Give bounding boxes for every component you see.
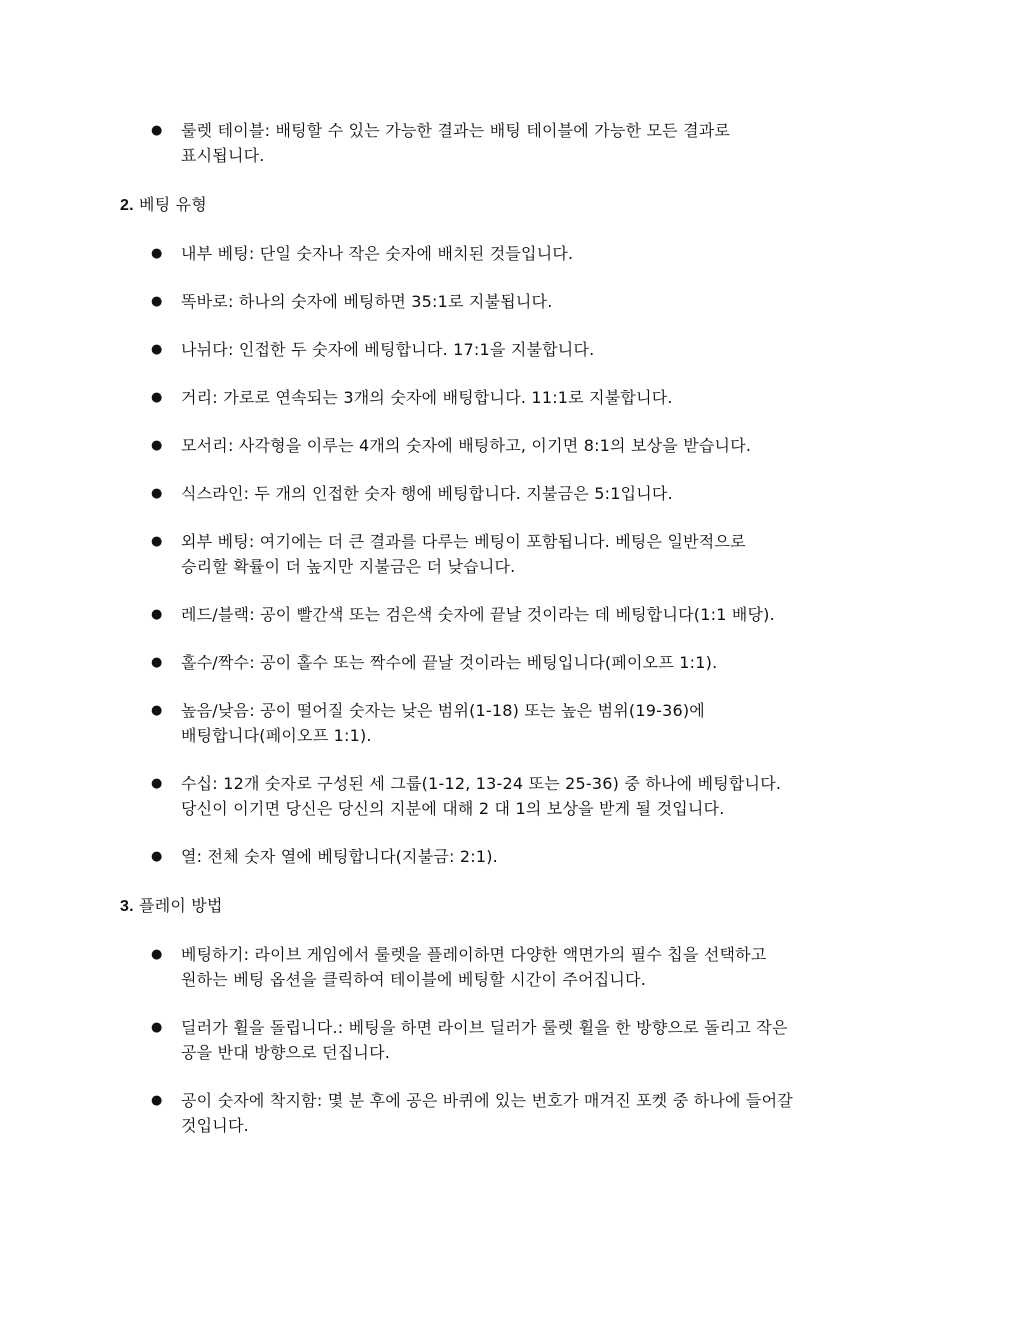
document-body [120,118,910,1161]
list-item [120,771,910,821]
list-item [120,650,910,675]
list-item [120,433,910,458]
list-item-line: 똑바로: 하나의 숫자에 베팅하면 35:1로 지불됩니다. [181,292,553,311]
list-item-line: 룰렛 테이블: 배팅할 수 있는 가능한 결과는 배팅 테이블에 가능한 모든 결과로 [181,121,731,140]
bullet-icon: ● [151,294,163,309]
list-item-line: 공이 숫자에 착지함: 몇 분 후에 공은 바퀴에 있는 번호가 매겨진 포켓 중 하나에 들어갈 [181,1091,793,1110]
list-item [120,602,910,627]
list-item-line: 나뉘다: 인접한 두 숫자에 베팅합니다. 17:1을 지불합니다. [181,340,595,359]
bullet-icon: ● [151,607,163,622]
list-item [120,1015,910,1065]
list-item-line: 것입니다. [181,1116,249,1135]
list-item-line: 홀수/짝수: 공이 홀수 또는 짝수에 끝날 것이라는 베팅입니다(페이오프 1:1). [181,653,718,672]
bullet-icon: ● [151,534,163,549]
list-item-line: 표시됩니다. [181,146,265,165]
list-item-line: 수십: 12개 숫자로 구성된 세 그룹(1-12, 13-24 또는 25-36) 중 하나에 베팅합니다. [181,774,782,793]
list-item [120,942,910,992]
bullet-icon: ● [151,655,163,670]
list-item-line: 원하는 베팅 옵션을 클릭하여 테이블에 베팅할 시간이 주어집니다. [181,970,647,989]
section-number: 3. [120,898,134,915]
list-item-line: 내부 베팅: 단일 숫자나 작은 숫자에 배치된 것들입니다. [181,244,574,263]
bullet-icon: ● [151,1093,163,1108]
list-item-line: 레드/블랙: 공이 빨간색 또는 검은색 숫자에 끝날 것이라는 데 베팅합니다(1:1 배당). [181,605,775,624]
list-item [120,844,910,869]
list-item-line: 딜러가 휠을 돌립니다.: 베팅을 하면 라이브 딜러가 룰렛 휠을 한 방향으로 돌리고 작은 [181,1018,788,1037]
list-item [120,118,910,168]
list-item-line: 모서리: 사각형을 이루는 4개의 숫자에 배팅하고, 이기면 8:1의 보상을 받습니다. [181,436,752,455]
list-item-line: 열: 전체 숫자 열에 베팅합니다(지불금: 2:1). [181,847,498,866]
bullet-icon: ● [151,776,163,791]
list-item-line: 외부 베팅: 여기에는 더 큰 결과를 다루는 베팅이 포함됩니다. 베팅은 일반적으로 [181,532,746,551]
list-item-line: 식스라인: 두 개의 인접한 숫자 행에 베팅합니다. 지불금은 5:1입니다. [181,484,673,503]
list-item [120,1088,910,1138]
list-item [120,529,910,579]
list-item-line: 승리할 확률이 더 높지만 지불금은 더 낮습니다. [181,557,516,576]
bullet-icon: ● [151,246,163,261]
list-item-line: 거리: 가로로 연속되는 3개의 숫자에 배팅합니다. 11:1로 지불합니다. [181,388,673,407]
section-heading-betting-types [120,192,910,218]
list-item [120,241,910,266]
bullet-icon: ● [151,438,163,453]
bullet-icon: ● [151,1020,163,1035]
list-item-line: 높음/낮음: 공이 떨어질 숫자는 낮은 범위(1-18) 또는 높은 범위(19-36)에 [181,701,705,720]
bullet-icon: ● [151,947,163,962]
bullet-icon: ● [151,123,163,138]
bullet-icon: ● [151,390,163,405]
list-item [120,698,910,748]
list-item-line: 배팅합니다(페이오프 1:1). [181,726,372,745]
section-title: 베팅 유형 [133,195,207,214]
list-item [120,289,910,314]
list-item [120,481,910,506]
section-title: 플레이 방법 [133,896,223,915]
list-item-line: 당신이 이기면 당신은 당신의 지분에 대해 2 대 1의 보상을 받게 될 것입니다. [181,799,725,818]
list-item-line: 베팅하기: 라이브 게임에서 룰렛을 플레이하면 다양한 액면가의 필수 칩을 선택하고 [181,945,767,964]
section-number: 2. [120,197,134,214]
list-item-line: 공을 반대 방향으로 던집니다. [181,1043,391,1062]
list-item [120,385,910,410]
bullet-icon: ● [151,703,163,718]
list-item [120,337,910,362]
bullet-icon: ● [151,849,163,864]
bullet-icon: ● [151,342,163,357]
bullet-icon: ● [151,486,163,501]
section-heading-how-to-play [120,893,910,919]
